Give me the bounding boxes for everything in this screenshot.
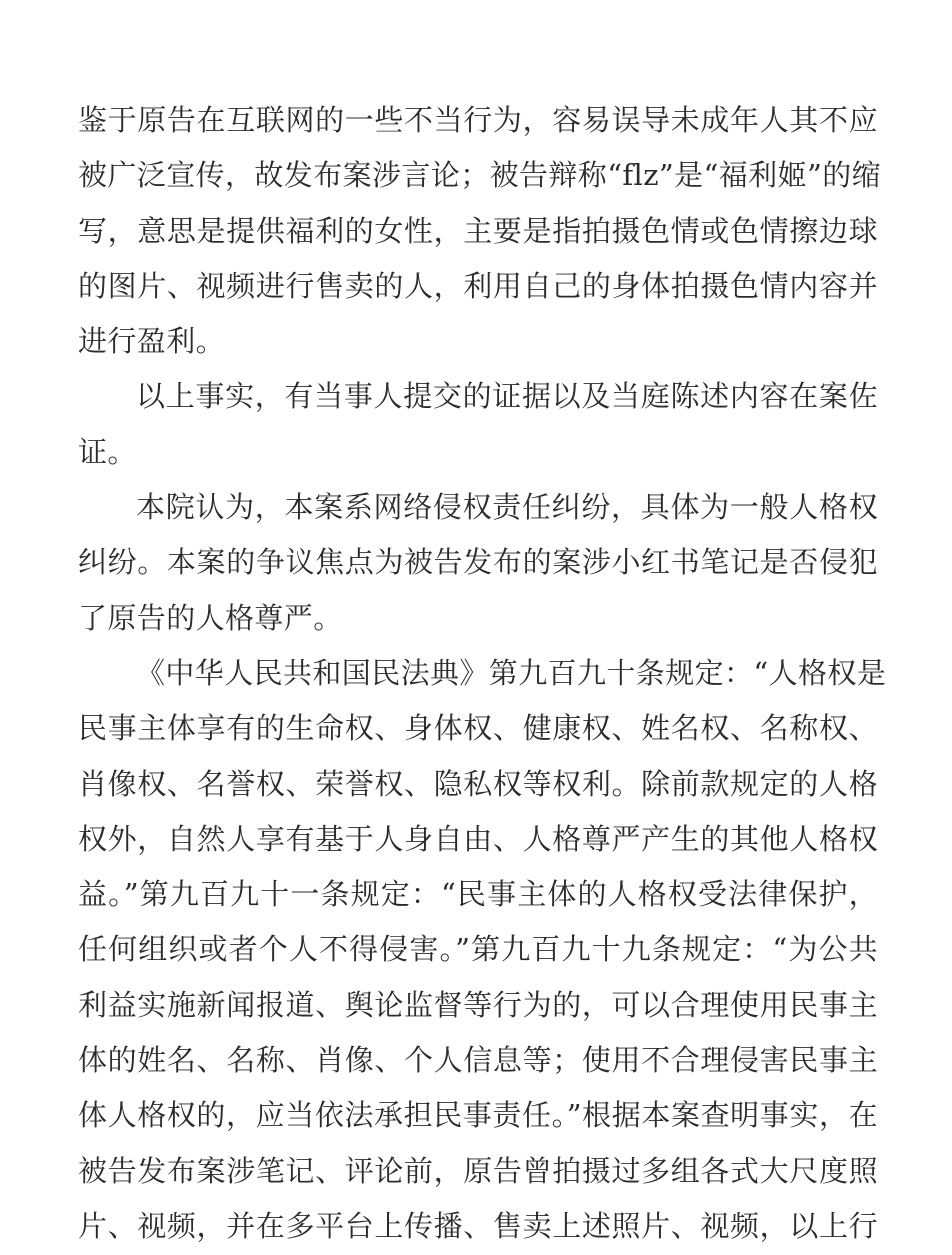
text-line: 写，意思是提供福利的女性，主要是指拍摄色情或色情擦边球 [78, 213, 878, 248]
document-body [78, 93, 887, 1254]
text-line: 体人格权的，应当依法承担民事责任。”根据本案查明事实，在 [78, 1098, 878, 1133]
text-line: 肖像权、名誉权、荣誉权、隐私权等权利。除前款规定的人格 [78, 766, 878, 801]
text-line: 被告发布案涉笔记、评论前，原告曾拍摄过多组各式大尺度照 [78, 1153, 878, 1188]
text-line: 以上事实，有当事人提交的证据以及当庭陈述内容在案佐 [136, 379, 878, 414]
text-line: 任何组织或者个人不得侵害。”第九百九十九条规定：“为公共 [78, 932, 878, 967]
text-line: 利益实施新闻报道、舆论监督等行为的，可以合理使用民事主 [78, 987, 878, 1022]
text-line: 进行盈利。 [78, 324, 226, 359]
text-line: 本院认为，本案系网络侵权责任纠纷，具体为一般人格权 [136, 490, 878, 525]
text-line: 民事主体享有的生命权、身体权、健康权、姓名权、名称权、 [78, 711, 878, 746]
text-line: 被广泛宣传，故发布案涉言论；被告辩称“flz”是“福利姬”的缩 [78, 158, 881, 193]
text-line: 鉴于原告在互联网的一些不当行为，容易误导未成年人其不应 [78, 103, 878, 137]
text-line: 体的姓名、名称、肖像、个人信息等；使用不合理侵害民事主 [78, 1043, 878, 1078]
text-line: 《中华人民共和国民法典》第九百九十条规定：“人格权是 [136, 655, 887, 690]
text-line: 证。 [78, 434, 137, 469]
text-line: 益。”第九百九十一条规定：“民事主体的人格权受法律保护， [78, 877, 878, 912]
text-line: 片、视频，并在多平台上传播、售卖上述照片、视频，以上行 [78, 1208, 878, 1243]
text-line: 了原告的人格尊严。 [78, 600, 343, 635]
text-line: 纠纷。本案的争议焦点为被告发布的案涉小红书笔记是否侵犯 [78, 545, 878, 580]
text-line: 权外，自然人享有基于人身自由、人格尊严产生的其他人格权 [78, 821, 878, 856]
text-line: 的图片、视频进行售卖的人，利用自己的身体拍摄色情内容并 [78, 268, 878, 303]
